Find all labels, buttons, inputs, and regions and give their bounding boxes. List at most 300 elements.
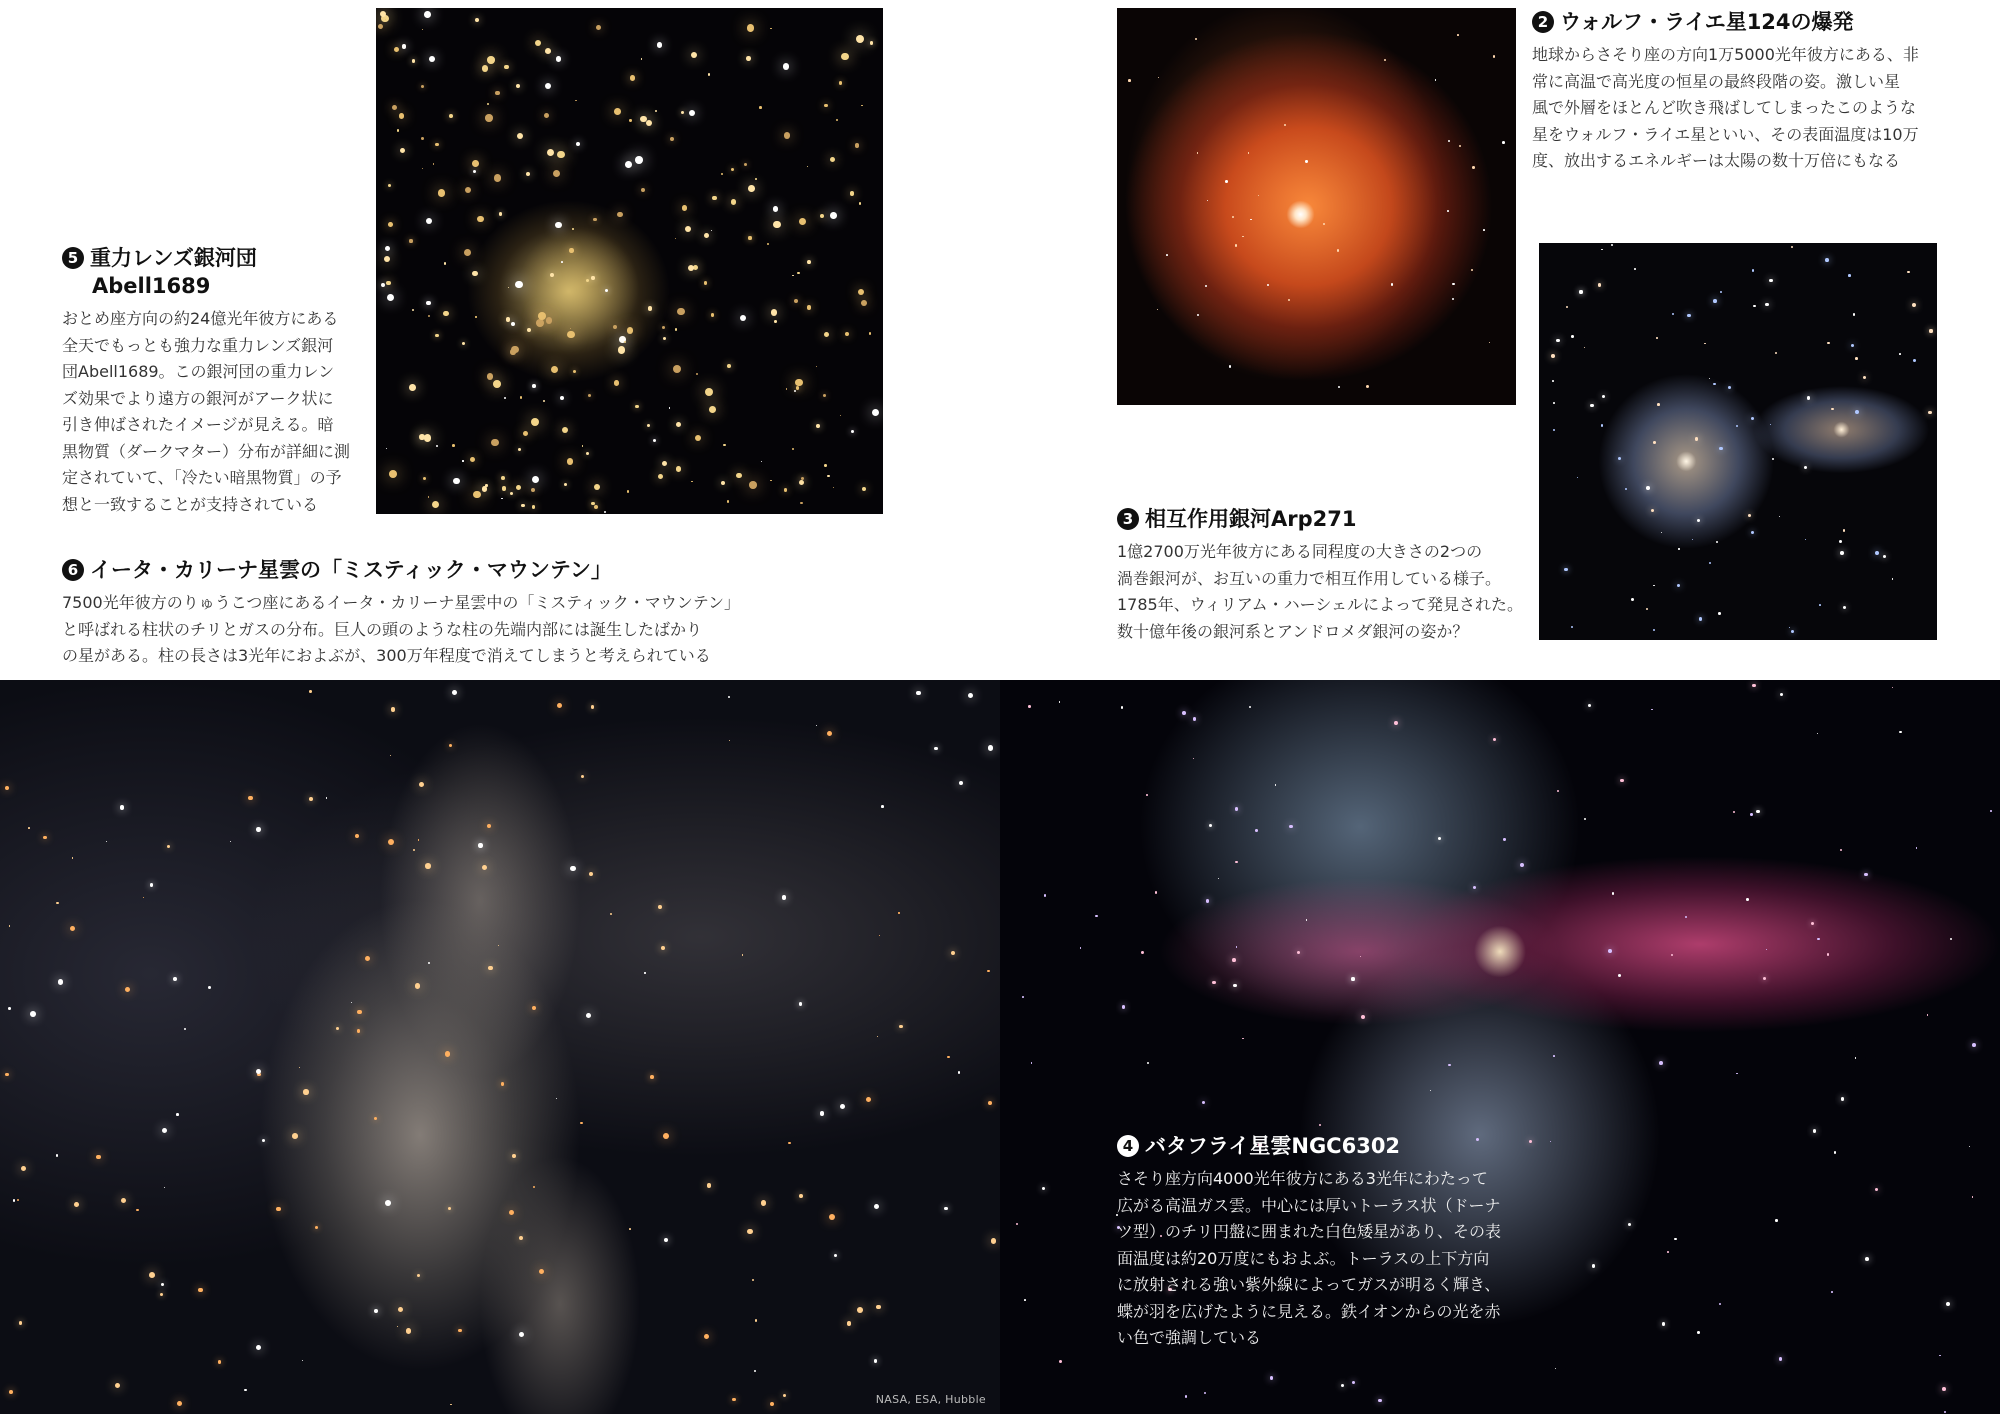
star-speck bbox=[485, 114, 492, 121]
star-speck bbox=[1391, 283, 1393, 285]
star-speck bbox=[17, 1199, 19, 1201]
star-speck bbox=[1205, 285, 1207, 287]
star-speck bbox=[218, 1360, 221, 1363]
star-speck bbox=[1766, 949, 1767, 950]
star-speck bbox=[532, 1006, 536, 1010]
star-speck bbox=[840, 415, 841, 416]
star-speck bbox=[1185, 1395, 1188, 1398]
star-speck bbox=[731, 199, 736, 204]
star-speck bbox=[604, 511, 606, 513]
star-speck bbox=[1929, 329, 1932, 332]
star-speck bbox=[506, 317, 511, 322]
star-speck bbox=[56, 902, 59, 905]
star-speck bbox=[501, 476, 505, 480]
star-speck bbox=[515, 281, 522, 288]
star-speck bbox=[736, 473, 742, 479]
star-speck bbox=[1258, 195, 1259, 196]
star-speck bbox=[829, 1214, 835, 1220]
star-speck bbox=[538, 312, 546, 320]
star-speck bbox=[1255, 829, 1258, 832]
star-speck bbox=[1250, 219, 1252, 221]
star-speck bbox=[740, 315, 747, 322]
star-speck bbox=[786, 388, 787, 389]
star-speck bbox=[1438, 837, 1441, 840]
star-speck bbox=[951, 951, 955, 955]
star-speck bbox=[532, 384, 536, 388]
star-speck bbox=[594, 484, 600, 490]
star-speck bbox=[1709, 378, 1710, 379]
star-speck bbox=[1059, 1360, 1062, 1363]
star-speck bbox=[708, 73, 710, 75]
star-speck bbox=[959, 781, 963, 785]
star-speck bbox=[419, 782, 424, 787]
star-speck bbox=[1122, 1005, 1126, 1009]
star-speck bbox=[388, 222, 393, 227]
star-speck bbox=[1601, 249, 1602, 250]
star-speck bbox=[499, 212, 502, 215]
star-speck bbox=[1157, 309, 1158, 310]
star-speck bbox=[5, 786, 9, 790]
star-speck bbox=[1158, 77, 1159, 78]
star-speck bbox=[426, 218, 432, 224]
star-speck bbox=[676, 422, 681, 427]
star-speck bbox=[705, 388, 713, 396]
star-speck bbox=[1791, 246, 1793, 248]
star-speck bbox=[794, 299, 798, 303]
star-speck bbox=[164, 1187, 165, 1188]
star-speck bbox=[641, 188, 645, 192]
star-speck bbox=[1657, 403, 1660, 406]
star-speck bbox=[1044, 894, 1047, 897]
star-speck bbox=[879, 935, 880, 936]
star-speck bbox=[711, 230, 712, 231]
star-speck bbox=[688, 265, 695, 272]
star-speck bbox=[1489, 342, 1490, 343]
star-speck bbox=[1095, 915, 1097, 917]
star-speck bbox=[1233, 984, 1237, 988]
star-speck bbox=[502, 486, 506, 490]
star-speck bbox=[262, 1139, 265, 1142]
star-speck bbox=[400, 148, 405, 153]
star-speck bbox=[546, 317, 553, 324]
star-speck bbox=[424, 434, 432, 442]
star-speck bbox=[1912, 303, 1916, 307]
star-speck bbox=[1751, 531, 1754, 534]
star-speck bbox=[1719, 447, 1722, 450]
star-speck bbox=[681, 111, 684, 114]
star-speck bbox=[870, 41, 873, 44]
star-speck bbox=[136, 1209, 138, 1211]
star-speck bbox=[512, 1154, 516, 1158]
star-speck bbox=[418, 839, 420, 841]
star-speck bbox=[1128, 79, 1131, 82]
star-speck bbox=[732, 1398, 736, 1402]
star-speck bbox=[862, 487, 866, 491]
star-speck bbox=[357, 1010, 361, 1014]
star-speck bbox=[1209, 824, 1212, 827]
star-speck bbox=[605, 289, 608, 292]
star-speck bbox=[759, 106, 762, 109]
star-speck bbox=[365, 956, 370, 961]
star-speck bbox=[747, 1229, 752, 1234]
star-speck bbox=[1851, 344, 1855, 348]
star-speck bbox=[1811, 922, 1814, 925]
star-speck bbox=[1831, 1291, 1833, 1293]
star-speck bbox=[770, 1402, 774, 1406]
star-speck bbox=[532, 505, 536, 509]
star-speck bbox=[796, 386, 799, 389]
star-speck bbox=[9, 925, 10, 926]
star-speck bbox=[827, 475, 829, 477]
star-speck bbox=[675, 238, 676, 239]
star-speck bbox=[1378, 1399, 1381, 1402]
star-speck bbox=[1907, 271, 1910, 274]
star-speck bbox=[173, 977, 177, 981]
star-speck bbox=[1249, 706, 1251, 708]
star-speck bbox=[629, 119, 631, 121]
star-speck bbox=[487, 56, 495, 64]
star-speck bbox=[767, 243, 769, 245]
star-speck bbox=[1193, 717, 1197, 721]
star-speck bbox=[576, 142, 580, 146]
star-speck bbox=[1197, 152, 1199, 154]
star-speck bbox=[1834, 1151, 1837, 1154]
star-speck bbox=[1969, 1146, 1970, 1147]
star-speck bbox=[589, 872, 593, 876]
star-speck bbox=[727, 364, 731, 368]
star-speck bbox=[208, 986, 211, 989]
star-speck bbox=[167, 845, 170, 848]
star-speck bbox=[1338, 386, 1340, 388]
star-speck bbox=[421, 85, 424, 88]
star-speck bbox=[824, 332, 829, 337]
star-speck bbox=[1305, 160, 1307, 162]
star-speck bbox=[1827, 342, 1829, 344]
star-speck bbox=[1319, 1124, 1321, 1126]
star-speck bbox=[958, 1071, 960, 1073]
star-speck bbox=[770, 28, 772, 30]
star-speck bbox=[9, 1390, 13, 1394]
star-speck bbox=[618, 346, 626, 354]
star-speck bbox=[1899, 353, 1901, 355]
star-speck bbox=[1352, 1381, 1355, 1384]
star-speck bbox=[498, 945, 500, 947]
star-speck bbox=[1720, 291, 1722, 293]
star-speck bbox=[357, 1029, 360, 1032]
star-speck bbox=[1944, 1411, 1946, 1413]
star-speck bbox=[74, 1202, 79, 1207]
star-speck bbox=[1775, 1219, 1777, 1221]
star-speck bbox=[782, 895, 786, 899]
star-speck bbox=[582, 445, 583, 446]
star-speck bbox=[1452, 283, 1455, 286]
star-speck bbox=[472, 160, 479, 167]
star-speck bbox=[532, 476, 539, 483]
star-speck bbox=[1765, 303, 1769, 307]
star-speck bbox=[627, 327, 634, 334]
star-speck bbox=[1840, 849, 1842, 851]
star-speck bbox=[820, 1111, 824, 1115]
star-speck bbox=[774, 320, 777, 323]
star-speck bbox=[523, 431, 528, 436]
star-speck bbox=[593, 218, 597, 222]
star-speck bbox=[673, 365, 681, 373]
star-speck bbox=[177, 1401, 182, 1406]
star-speck bbox=[1566, 306, 1568, 308]
star-speck bbox=[856, 35, 864, 43]
star-speck bbox=[1646, 486, 1650, 490]
star-speck bbox=[1550, 1141, 1551, 1142]
star-speck bbox=[1236, 946, 1238, 948]
star-speck bbox=[1229, 365, 1231, 367]
star-speck bbox=[747, 24, 755, 32]
star-speck bbox=[1913, 359, 1916, 362]
star-speck bbox=[1651, 709, 1653, 711]
star-speck bbox=[1789, 627, 1790, 628]
star-speck bbox=[1748, 514, 1751, 517]
star-speck bbox=[823, 394, 826, 397]
star-speck bbox=[511, 322, 515, 326]
caption-abell1689 bbox=[62, 244, 368, 518]
star-speck bbox=[292, 1133, 298, 1139]
star-speck bbox=[1270, 1376, 1274, 1380]
caption-arp271 bbox=[1117, 505, 1537, 645]
star-speck bbox=[487, 373, 494, 380]
star-speck bbox=[413, 849, 415, 851]
star-speck bbox=[1235, 807, 1238, 810]
star-speck bbox=[1141, 951, 1144, 954]
star-speck bbox=[1709, 562, 1711, 564]
star-speck bbox=[646, 120, 652, 126]
star-speck bbox=[586, 279, 589, 282]
star-speck bbox=[1653, 441, 1656, 444]
star-speck bbox=[1212, 981, 1215, 984]
star-speck bbox=[13, 1199, 16, 1202]
star-speck bbox=[381, 283, 385, 287]
star-speck bbox=[520, 396, 523, 399]
star-speck bbox=[557, 703, 562, 708]
star-speck bbox=[478, 843, 482, 847]
star-speck bbox=[448, 1207, 451, 1210]
star-speck bbox=[1939, 1355, 1941, 1357]
star-speck bbox=[988, 745, 993, 750]
star-speck bbox=[695, 435, 701, 441]
star-speck bbox=[399, 113, 405, 119]
star-speck bbox=[1552, 380, 1554, 382]
star-speck bbox=[572, 228, 574, 230]
star-speck bbox=[728, 696, 730, 698]
caption-number: 4 bbox=[1117, 1135, 1139, 1157]
star-speck bbox=[586, 452, 589, 455]
star-speck bbox=[625, 161, 632, 168]
star-speck bbox=[881, 805, 884, 808]
star-speck bbox=[947, 1056, 950, 1059]
star-speck bbox=[1341, 1384, 1344, 1387]
star-speck bbox=[315, 1226, 318, 1229]
star-speck bbox=[521, 504, 525, 508]
star-speck bbox=[799, 480, 804, 485]
star-speck bbox=[836, 119, 838, 121]
star-speck bbox=[351, 1002, 352, 1003]
star-speck bbox=[501, 498, 502, 499]
star-speck bbox=[1687, 314, 1690, 317]
star-speck bbox=[691, 481, 692, 482]
star-speck bbox=[1360, 956, 1362, 958]
star-speck bbox=[390, 755, 392, 757]
star-speck bbox=[1564, 568, 1567, 571]
star-speck bbox=[504, 65, 508, 69]
star-speck bbox=[807, 260, 811, 264]
star-speck bbox=[1016, 1223, 1018, 1225]
star-speck bbox=[560, 396, 565, 401]
star-speck bbox=[794, 390, 796, 392]
star-speck bbox=[1855, 357, 1858, 360]
star-speck bbox=[1713, 383, 1716, 386]
star-speck bbox=[1752, 684, 1756, 688]
star-speck bbox=[555, 222, 561, 228]
star-speck bbox=[596, 25, 601, 30]
star-speck bbox=[1916, 847, 1918, 849]
star-speck bbox=[663, 1133, 669, 1139]
star-speck bbox=[1024, 1299, 1026, 1301]
star-speck bbox=[1628, 1223, 1631, 1226]
star-speck bbox=[1946, 1302, 1950, 1306]
caption-body: さそり座方向4000光年彼方にある3光年にわたって 広がる高温ガス雲。中心には厚いトーラス状（ドーナ ツ型）のチリ円盤に囲まれた白色矮星があり、その表 面温度は約20万度にもおよぶ。トーラスの上下方向 に放射される強い紫外線によってガスが明るく輝き、 蝶が羽を広げたように見える。鉄イオンからの光を赤 い色で強調している bbox=[1117, 1169, 1502, 1347]
star-speck bbox=[1972, 1196, 1973, 1197]
star-speck bbox=[412, 59, 415, 62]
star-speck bbox=[754, 1370, 756, 1372]
star-speck bbox=[424, 11, 431, 18]
star-speck bbox=[1692, 539, 1693, 540]
caption-title: 5 重力レンズ銀河団 bbox=[62, 244, 368, 272]
star-speck bbox=[475, 316, 476, 317]
star-speck bbox=[1584, 818, 1586, 820]
star-speck bbox=[752, 1279, 754, 1281]
star-speck bbox=[1718, 612, 1721, 615]
star-speck bbox=[658, 474, 663, 479]
star-speck bbox=[916, 691, 921, 696]
star-speck bbox=[1928, 411, 1932, 415]
star-speck bbox=[387, 294, 394, 301]
star-speck bbox=[564, 483, 567, 486]
star-speck bbox=[543, 400, 545, 402]
star-speck bbox=[855, 143, 859, 147]
star-speck bbox=[428, 962, 430, 964]
star-speck bbox=[562, 427, 568, 433]
star-speck bbox=[1289, 825, 1293, 829]
star-speck bbox=[386, 281, 391, 286]
star-speck bbox=[545, 48, 551, 54]
star-speck bbox=[409, 384, 416, 391]
star-speck bbox=[610, 913, 612, 915]
star-speck bbox=[398, 1307, 403, 1312]
star-speck bbox=[388, 184, 391, 187]
star-speck bbox=[944, 1207, 947, 1210]
star-speck bbox=[1366, 385, 1369, 388]
star-speck bbox=[1751, 417, 1755, 421]
star-speck bbox=[1448, 1064, 1450, 1066]
star-speck bbox=[1182, 711, 1186, 715]
star-speck bbox=[723, 444, 725, 446]
star-speck bbox=[535, 40, 542, 47]
star-speck bbox=[511, 346, 518, 353]
star-speck bbox=[731, 168, 734, 171]
star-speck bbox=[43, 836, 47, 840]
star-speck bbox=[1555, 1368, 1556, 1369]
star-speck bbox=[1746, 898, 1749, 901]
star-speck bbox=[248, 796, 253, 801]
star-speck bbox=[1697, 519, 1700, 522]
star-speck bbox=[1323, 223, 1325, 225]
star-speck bbox=[1699, 617, 1702, 620]
caption-title: 4 バタフライ星雲NGC6302 bbox=[1117, 1132, 1537, 1160]
star-speck bbox=[1661, 532, 1662, 533]
star-speck bbox=[539, 1269, 544, 1274]
star-speck bbox=[491, 439, 499, 447]
star-speck bbox=[1601, 424, 1604, 427]
star-speck bbox=[299, 1067, 300, 1068]
star-speck bbox=[727, 500, 730, 503]
star-speck bbox=[1284, 124, 1286, 126]
star-speck bbox=[1146, 794, 1148, 796]
star-speck bbox=[1950, 938, 1952, 940]
star-speck bbox=[988, 1101, 992, 1105]
star-speck bbox=[1059, 701, 1060, 702]
star-speck bbox=[704, 281, 708, 285]
caption-title: 6 イータ・カリーナ星雲の「ミスティック・マウンテン」 bbox=[62, 556, 782, 584]
caption-title: 3 相互作用銀河Arp271 bbox=[1117, 505, 1537, 533]
star-speck bbox=[389, 470, 397, 478]
star-speck bbox=[494, 174, 501, 181]
star-speck bbox=[115, 1383, 120, 1388]
star-speck bbox=[449, 744, 453, 748]
star-speck bbox=[650, 1075, 654, 1079]
star-speck bbox=[545, 83, 551, 89]
star-speck bbox=[1611, 244, 1614, 247]
star-speck bbox=[1719, 1303, 1721, 1305]
star-speck bbox=[663, 337, 667, 341]
star-speck bbox=[1819, 604, 1821, 606]
star-speck bbox=[669, 407, 671, 409]
star-speck bbox=[422, 29, 423, 30]
star-speck bbox=[792, 275, 794, 277]
star-speck bbox=[755, 1319, 757, 1321]
star-speck bbox=[1685, 916, 1687, 918]
star-speck bbox=[1807, 396, 1811, 400]
star-speck bbox=[704, 1334, 709, 1339]
star-speck bbox=[696, 373, 698, 375]
star-speck bbox=[444, 262, 447, 265]
star-speck bbox=[1840, 551, 1844, 555]
caption-number: 6 bbox=[62, 559, 84, 581]
star-speck bbox=[661, 946, 665, 950]
star-speck bbox=[1031, 1062, 1032, 1063]
star-speck bbox=[1775, 352, 1777, 354]
star-speck bbox=[581, 775, 585, 779]
star-speck bbox=[839, 81, 843, 85]
star-speck bbox=[857, 1307, 863, 1313]
star-speck bbox=[570, 866, 576, 872]
star-speck bbox=[1827, 953, 1829, 955]
caption-number: 5 bbox=[62, 247, 84, 269]
star-speck bbox=[450, 1404, 452, 1406]
star-speck bbox=[1288, 299, 1290, 301]
star-speck bbox=[1242, 1038, 1244, 1040]
star-speck bbox=[1750, 813, 1753, 816]
star-speck bbox=[707, 1183, 712, 1188]
star-speck bbox=[423, 477, 426, 480]
star-speck bbox=[783, 63, 790, 70]
